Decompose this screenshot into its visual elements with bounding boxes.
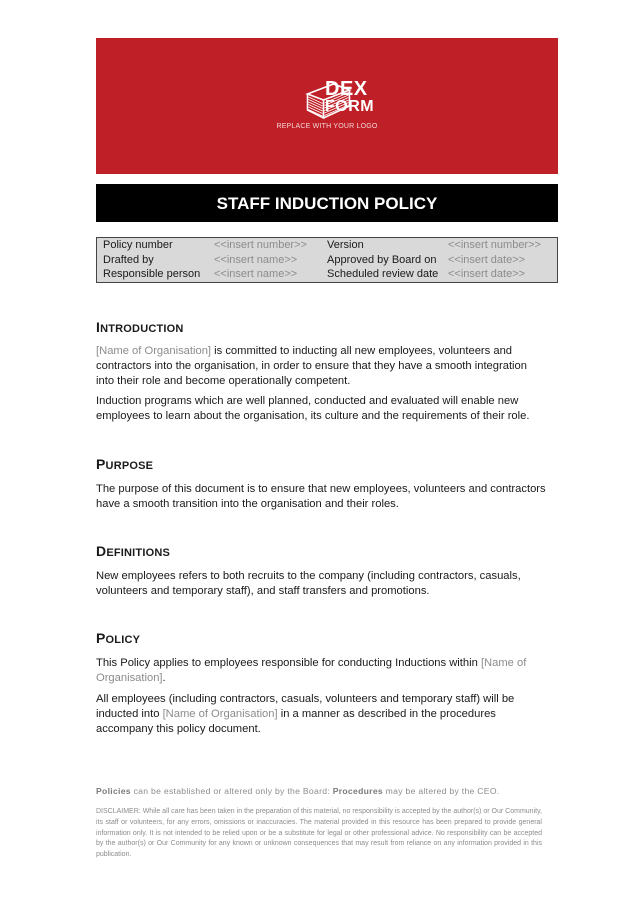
meta-label: Policy number [103,239,173,251]
meta-row [97,238,557,253]
logo-wordmark [325,78,375,115]
paragraph-text: All employees (including contractors, casuals, volunteers and temporary staff) will be inducted into [96,693,515,720]
policies-label: Policies [96,786,131,796]
disclaimer: DISCLAIMER: While all care has been taken in the preparation of this material, no responsibility is accepted by the author(s) or Our Community, its staff or volunteers, for any errors, omissions or inaccuracies. The material provided in this resource has been prepared to provide general information only. It is not intended to be relied upon or be a substitute for legal or other professional advice. No responsibility can be accepted by the author(s) or Our Community for any known or unknown consequences that may result from reliance on any information provided in this publication. [96,808,542,859]
policy-meta-table [96,237,558,283]
paragraph-text: is committed to inducting all new employees, volunteers and contractors into the organisation, in order to ensure that they have a smooth integration into their role and become operationally competent. [96,345,527,387]
page-title: STAFF INDUCTION POLICY [96,184,558,222]
procedures-label: Procedures [332,786,383,796]
logo-subtitle: REPLACE WITH YOUR LOGO [276,123,378,130]
introduction-paragraph-2: Induction programs which are well planned, conducted and evaluated will enable new employees to learn about the organisation, its culture and the requirements of their role. [96,395,530,422]
introduction-paragraph-1 [96,344,546,389]
heading-rest: EFINITIONS [106,547,171,559]
meta-value: <<insert name>> [214,253,298,266]
heading-rest: OLICY [105,634,141,646]
meta-row [97,253,557,268]
definitions-paragraph: New employees refers to both recruits to the company (including contractors, casuals, volunteers and temporary staff), and staff transfers and promotions. [96,570,521,597]
purpose-paragraph: The purpose of this document is to ensure that new employees, volunteers and contractors have a smooth transition into the organisation and their roles. [96,483,546,510]
heading-initial: I [96,319,101,335]
meta-value: <<insert name>> [214,268,298,280]
paragraph-text: . [162,672,166,684]
logo-line2: FORM [325,98,375,115]
introduction-heading [96,319,184,335]
meta-value: <<insert number>> [214,239,307,251]
meta-row [97,267,557,282]
heading-initial: D [96,543,107,559]
meta-label: Version [327,239,364,251]
policy-heading [96,630,140,646]
meta-label: Scheduled review date [327,268,439,280]
heading-rest: NTRODUCTION [100,323,184,335]
policy-paragraph-2 [96,692,546,737]
org-name-placeholder: [Name of Organisation] [96,657,527,684]
logo-line1: DEX [325,78,368,100]
meta-value: <<insert date>> [448,268,526,280]
meta-label: Responsible person [103,268,201,280]
paragraph-text: in a manner as described in the procedures accompany this policy document. [96,708,496,735]
heading-initial: P [96,630,106,646]
org-name-placeholder: [Name of Organisation] [162,708,278,720]
meta-label: Drafted by [103,253,154,266]
policy-paragraph-1 [96,656,546,686]
definitions-heading [96,543,170,559]
heading-initial: P [96,456,106,472]
logo-banner [96,38,558,174]
meta-value: <<insert number>> [448,239,541,251]
governance-note [96,786,542,796]
heading-rest: URPOSE [105,460,154,472]
footer-text: may be altered by the CEO. [382,786,500,796]
meta-value: <<insert date>> [448,253,526,266]
meta-label: Approved by Board on [327,253,437,266]
paragraph-text: This Policy applies to employees responsible for conducting Inductions within [96,657,481,669]
purpose-heading [96,456,153,472]
org-name-placeholder: [Name of Organisation] [96,345,212,357]
footer-text: can be established or altered only by the Board: [130,786,333,796]
